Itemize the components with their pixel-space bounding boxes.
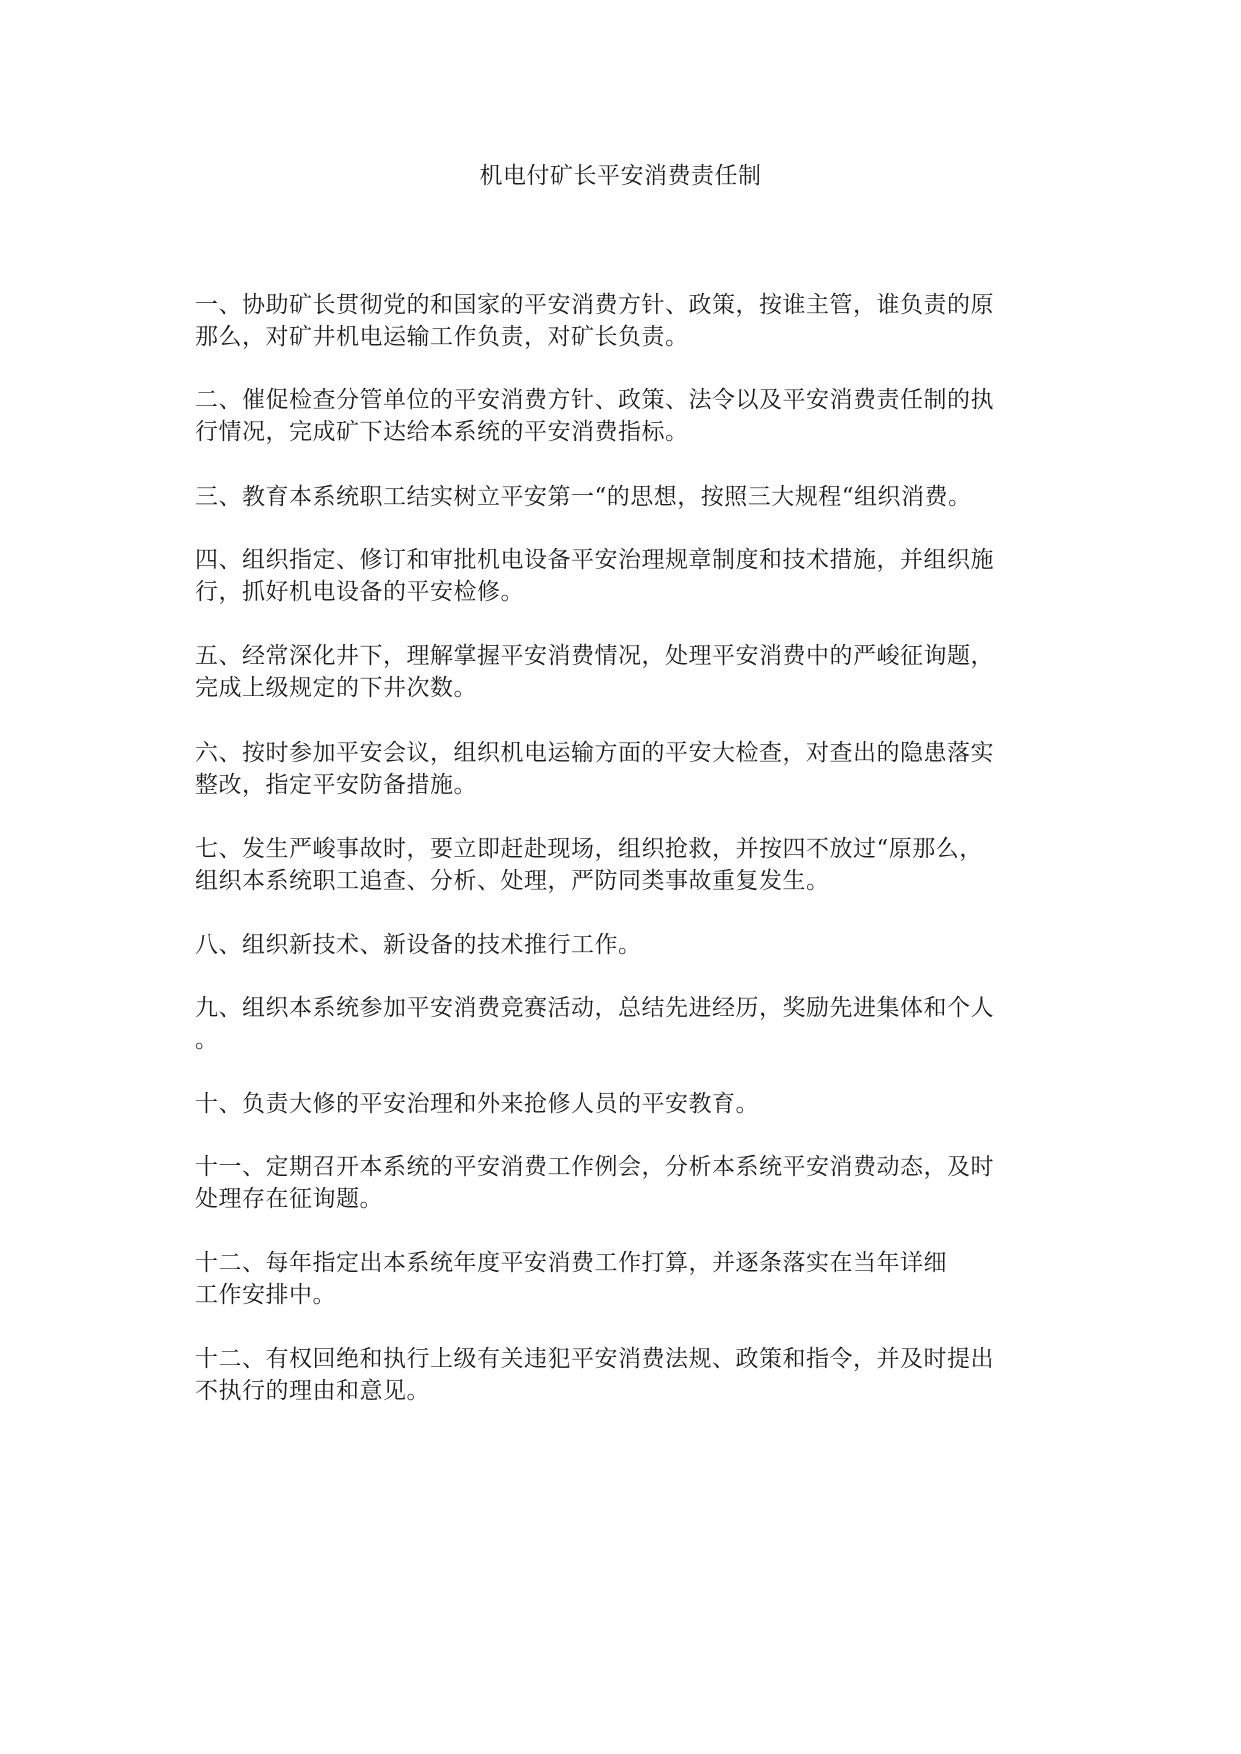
paragraph-line: 十、负责大修的平安治理和外来抢修人员的平安教育。 xyxy=(195,1091,759,1117)
paragraph-4 xyxy=(195,544,1055,608)
paragraph-11 xyxy=(195,1151,1055,1215)
paragraph-line: 那么，对矿井机电运输工作负责，对矿长负责。 xyxy=(195,324,689,350)
paragraph-line: 完成上级规定的下井次数。 xyxy=(195,675,477,701)
paragraph-line: 五、经常深化井下，理解掌握平安消费情况，处理平安消费中的严峻征询题， xyxy=(195,643,994,669)
paragraph-line: 行情况，完成矿下达给本系统的平安消费指标。 xyxy=(195,419,689,445)
paragraph-line: 四、组织指定、修订和审批机电设备平安治理规章制度和技术措施，并组织施 xyxy=(195,547,994,573)
paragraph-13 xyxy=(195,1343,1055,1407)
paragraph-9 xyxy=(195,992,1055,1056)
document-title: 机电付矿长平安消费责任制 xyxy=(479,163,762,189)
paragraph-5 xyxy=(195,640,1055,704)
paragraph-line: 三、教育本系统职工结实树立平安第一“的思想，按照三大规程“组织消费。 xyxy=(195,484,972,510)
paragraph-line: 一、协助矿长贯彻党的和国家的平安消费方针、政策，按谁主管，谁负责的原 xyxy=(195,292,994,318)
paragraph-line: 不执行的理由和意见。 xyxy=(195,1378,430,1404)
paragraph-6 xyxy=(195,737,1055,801)
paragraph-line: 二、催促检查分管单位的平安消费方针、政策、法令以及平安消费责任制的执 xyxy=(195,387,994,413)
paragraph-2 xyxy=(195,384,1055,448)
paragraph-line: 工作安排中。 xyxy=(195,1282,336,1308)
paragraph-line: 九、组织本系统参加平安消费竞赛活动，总结先进经历，奖励先进集体和个人 xyxy=(195,995,994,1021)
paragraph-line: 行，抓好机电设备的平安检修。 xyxy=(195,579,524,605)
paragraph-7 xyxy=(195,833,1055,897)
paragraph-line: 六、按时参加平安会议，组织机电运输方面的平安大检查，对查出的隐患落实 xyxy=(195,740,994,766)
paragraph-line: 组织本系统职工追查、分析、处理，严防同类事故重复发生。 xyxy=(195,868,830,894)
paragraph-12 xyxy=(195,1247,1055,1311)
paragraph-line: 八、组织新技术、新设备的技术推行工作。 xyxy=(195,932,642,958)
paragraph-line: 十二、每年指定出本系统年度平安消费工作打算，并逐条落实在当年详细 xyxy=(195,1250,947,1276)
paragraph-line: 七、发生严峻事故时，要立即赶赴现场，组织抢救，并按四不放过“原那么， xyxy=(195,836,983,862)
paragraph-3 xyxy=(195,481,1055,513)
paragraph-10 xyxy=(195,1088,1055,1120)
paragraph-8 xyxy=(195,929,1055,961)
paragraph-line: 十一、定期召开本系统的平安消费工作例会，分析本系统平安消费动态，及时 xyxy=(195,1154,994,1180)
paragraph-1 xyxy=(195,289,1055,353)
paragraph-line: 处理存在征询题。 xyxy=(195,1186,383,1212)
paragraph-line: 。 xyxy=(195,1027,219,1053)
paragraph-line: 整改，指定平安防备措施。 xyxy=(195,772,477,798)
paragraph-line: 十二、有权回绝和执行上级有关违犯平安消费法规、政策和指令，并及时提出 xyxy=(195,1346,994,1372)
